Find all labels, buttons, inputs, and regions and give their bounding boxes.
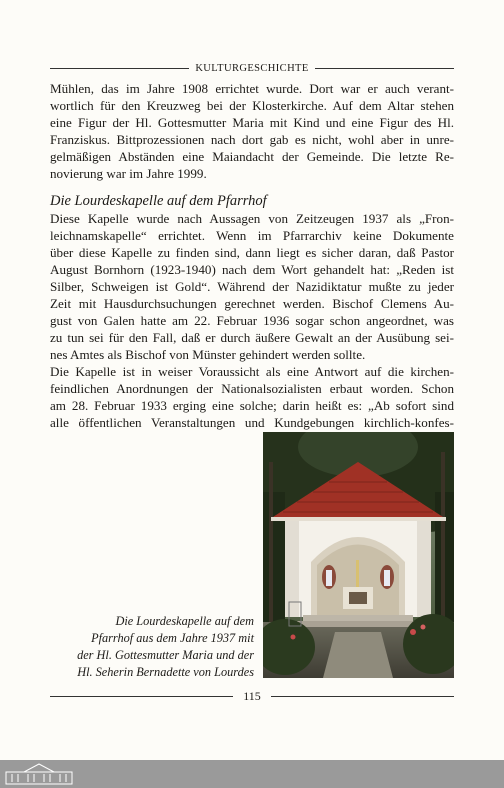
chapel-photo (263, 432, 454, 678)
text-line: novierung war im Jahre 1999. (50, 166, 207, 181)
text-line: Diese Kapelle wurde nach Aussagen von Zeitzeugen 1937 als „Fron- (50, 211, 454, 226)
text-line: wortlich für den Kreuzweg bei der Klosterkirche. Auf dem Altar stehen (50, 98, 454, 113)
text-line: gust von Galen hatte am 22. Februar 1936 sogar schon angeordnet, was (50, 313, 454, 328)
header-title: KULTURGESCHICHTE (195, 62, 309, 74)
building-logo-icon (4, 762, 74, 786)
text-line: Franziskus. Bittprozessionen nach dort gab es nicht, wohl aber in unre- (50, 132, 454, 147)
section-heading: Die Lourdeskapelle auf dem Pfarrhof (50, 193, 267, 209)
text-line: Silber, Schweigen ist Gold“. Während der Nazidiktatur mußte zu jeder (50, 279, 454, 294)
running-header (50, 61, 454, 75)
text-line: August Bornhorn (1923-1940) nach dem Wort gehandelt hat: „Reden ist (50, 262, 454, 277)
text-line: Mühlen, das im Jahre 1908 errichtet wurde. Dort war er auch verant- (50, 81, 454, 96)
text-line: leichnamskapelle“ errichtet. Wenn im Pfarrarchiv keine Dokumente (50, 228, 454, 243)
footer-rule-left (50, 696, 233, 697)
caption-line: Hl. Seherin Bernadette von Lourdes (77, 665, 254, 679)
viewer-bottom-bar (0, 760, 504, 788)
footer-rule-right (271, 696, 454, 697)
page-number: 115 (243, 688, 261, 703)
caption-line: Pfarrhof aus dem Jahre 1937 mit (91, 631, 254, 645)
text-line: alle öffentlichen Veranstaltungen und Kundgebungen kirchlich-konfes- (50, 415, 454, 430)
photo-caption (14, 613, 254, 681)
header-rule-right (315, 68, 454, 69)
header-rule-left (50, 68, 189, 69)
chapel-illustration (263, 432, 454, 678)
paragraph-1 (50, 80, 454, 182)
text-line: am 28. Februar 1933 erging eine solche; darin heißt es: „Ab sofort sind (50, 398, 454, 413)
text-line: Die Kapelle ist in weiser Voraussicht als eine Antwort auf die kirchen- (50, 364, 454, 379)
page-footer (50, 688, 454, 704)
text-line: eine Figur der Hl. Gottesmutter Maria mit Kind und eine Figur des Hl. (50, 115, 454, 130)
text-line: Zeit mit Hausdurchsuchungen gerechnet werden. Bischof Clemens Au- (50, 296, 454, 311)
text-line: gelmäßigen Abständen eine Maiandacht der Gemeinde. Die letzte Re- (50, 149, 454, 164)
text-line: feindlichen Anordnungen der Nationalsozialisten erbaut worden. Schon (50, 381, 454, 396)
text-line: zu tun sei für den Fall, daß er durch äußere Gewalt an der Ausübung sei- (50, 330, 454, 345)
text-line: über diese Kapelle zu finden sind, dann liegt es sicher daran, daß Pastor (50, 245, 454, 260)
caption-line: Die Lourdeskapelle auf dem (115, 614, 254, 628)
paragraph-2 (50, 210, 454, 431)
caption-line: der Hl. Gottesmutter Maria und der (77, 648, 254, 662)
text-line: nes Amtes als Bischof von Münster gehindert werden sollte. (50, 347, 366, 362)
